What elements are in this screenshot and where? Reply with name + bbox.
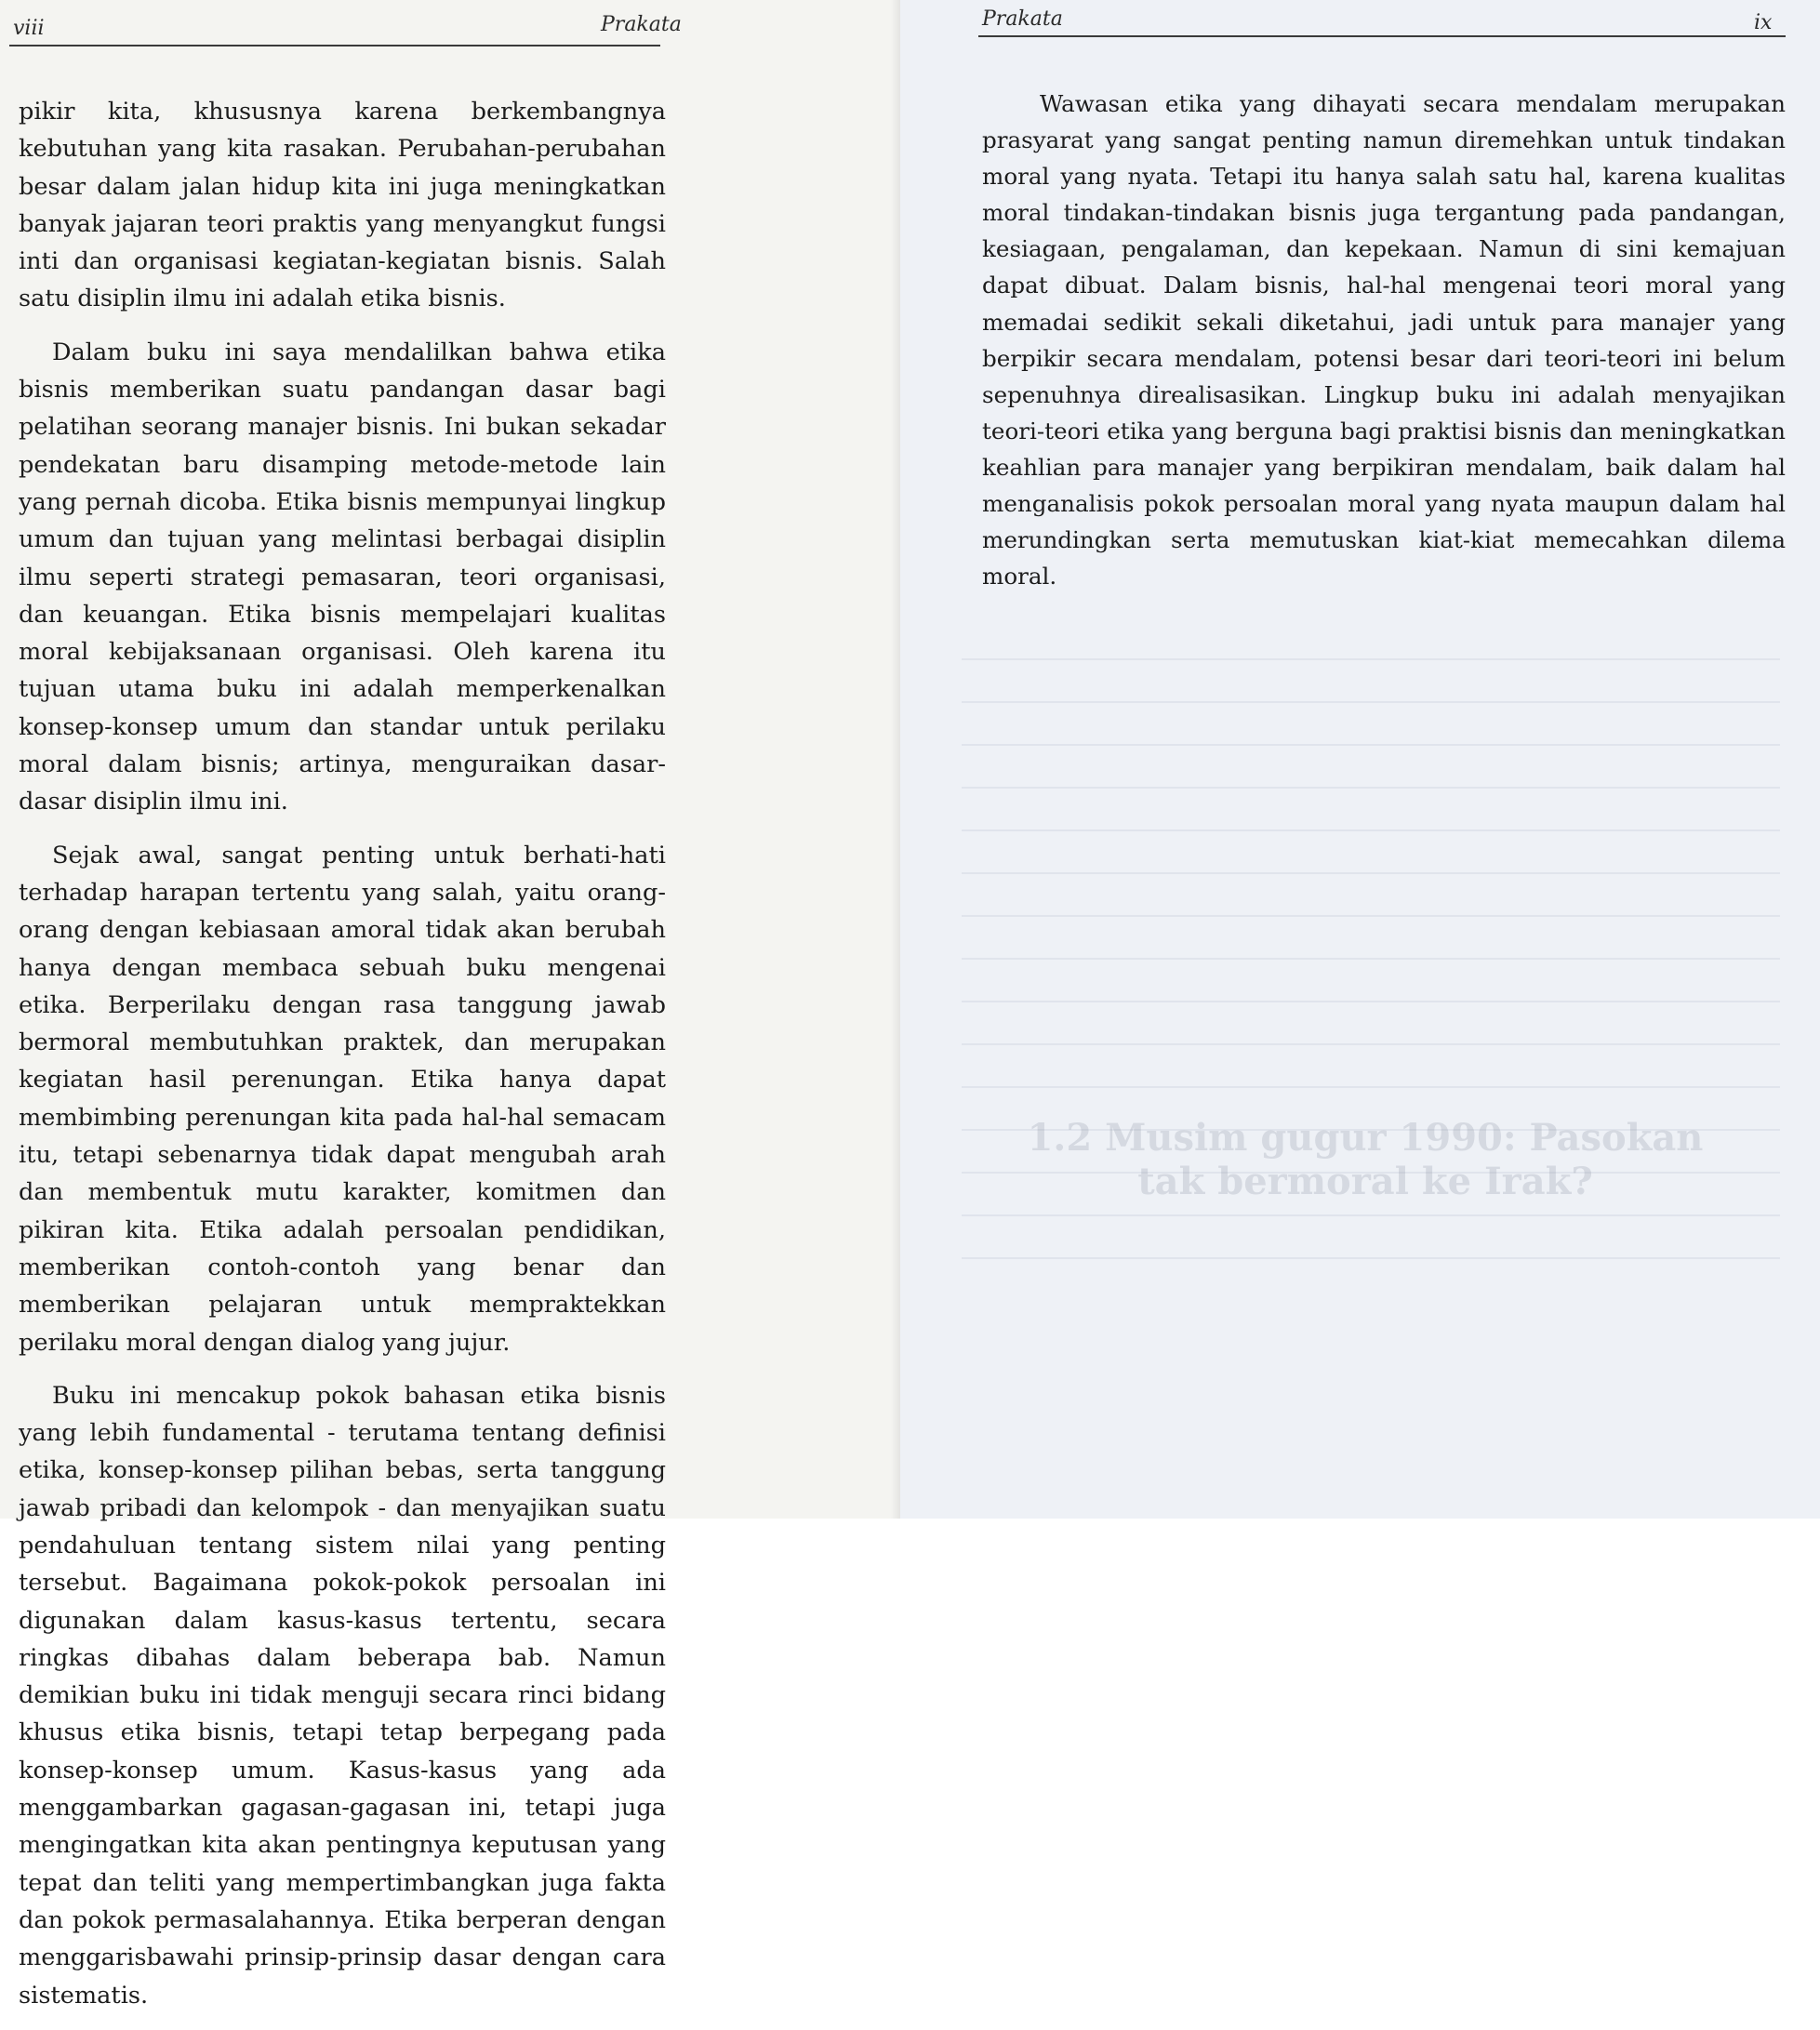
left-page	[0, 0, 900, 2010]
left-body-text	[19, 93, 666, 2030]
paragraph: Wawasan etika yang dihayati secara mendalam merupakan prasyarat yang sangat penting namun diremehkan untuk tindakan moral yang nyata. Tetapi itu hanya salah satu hal, karena kualitas moral tindakan-tindakan bisnis juga tergantung pada pandangan, kesiagaan, pengalaman, dan kepekaan. Namun di sini kemajuan dapat dibuat. Dalam bisnis, hal-hal mengenai teori moral yang memadai sedikit sekali diketahui, jadi untuk para manajer yang berpikir secara mendalam, potensi besar dari teori-teori ini belum sepenuhnya direalisasikan. Lingkup buku ini adalah menyajikan teori-teori etika yang berguna bagi praktisi bisnis dan meningkatkan keahlian para manajer yang berpikiran mendalam, baik dalam hal menganalisis pokok persoalan moral yang nyata maupun dalam hal merundingkan serta memutuskan kiat-kiat memecahkan dilema moral.	[982, 90, 1786, 590]
paragraph: Sejak awal, sangat penting untuk berhati-hati terhadap harapan tertentu yang salah, yaitu orang-orang dengan kebiasaan amoral tidak akan berubah hanya dengan membaca sebuah buku mengenai etika. Berperilaku dengan rasa tanggung jawab bermoral membutuhkan praktek, dan merupakan kegiatan hasil perenungan. Etika hanya dapat membimbing perenungan kita pada hal-hal semacam itu, tetapi sebenarnya tidak dapat mengubah arah dan membentuk mutu karakter, komitmen dan pikiran kita. Etika adalah persoalan pendidikan, memberikan contoh-contoh yang benar dan memberikan pelajaran untuk mempraktekkan perilaku moral dengan dialog yang jujur.	[19, 841, 666, 1357]
bleed-through-heading: 1.2 Musim gugur 1990: Pasokan tak bermoral ke Irak?	[1027, 1116, 1704, 1203]
header-rule	[978, 35, 1786, 37]
right-page	[900, 0, 1820, 1519]
paragraph: pikir kita, khususnya karena berkembangnya kebutuhan yang kita rasakan. Perubahan-perubahan besar dalam jalan hidup kita ini juga meningkatkan banyak jajaran teori praktis yang menyangkut fungsi inti dan organisasi kegiatan-kegiatan bisnis. Salah satu disiplin ilmu ini adalah etika bisnis.	[19, 98, 666, 313]
running-head: Prakata	[982, 7, 1063, 31]
page-number: ix	[1754, 11, 1773, 34]
paragraph: Dalam buku ini saya mendalilkan bahwa etika bisnis memberikan suatu pandangan dasar bagi pelatihan seorang manajer bisnis. Ini bukan sekadar pendekatan baru disamping metode-metode lain yang pernah dicoba. Etika bisnis mempunyai lingkup umum dan tujuan yang melintasi berbagai disiplin ilmu seperti strategi pemasaran, teori organisasi, dan keuangan. Etika bisnis mempelajari kualitas moral kebijaksanaan organisasi. Oleh karena itu tujuan utama buku ini adalah memperkenalkan konsep-konsep umum dan standar untuk perilaku moral dalam bisnis; artinya, menguraikan dasar-dasar disiplin ilmu ini.	[19, 338, 666, 816]
header-rule	[9, 45, 660, 46]
running-head: Prakata	[601, 13, 682, 36]
right-body-text	[982, 86, 1786, 610]
paragraph: Buku ini mencakup pokok bahasan etika bisnis yang lebih fundamental - terutama tentang definisi etika, konsep-konsep pilihan bebas, serta tanggung jawab pribadi dan kelompok - dan menyajikan suatu pendahuluan tentang sistem nilai yang penting tersebut. Bagaimana pokok-pokok persoalan ini digunakan dalam kasus-kasus tertentu, secara ringkas dibahas dalam beberapa bab. Namun demikian buku ini tidak menguji secara rinci bidang khusus etika bisnis, tetapi tetap berpegang pada konsep-konsep umum. Kasus-kasus yang ada menggambarkan gagasan-gagasan ini, tetapi juga mengingatkan kita akan pentingnya keputusan yang tepat dan teliti yang mempertimbangkan juga fakta dan pokok permasalahannya. Etika berperan dengan menggarisbawahi prinsip-prinsip dasar dengan cara sistematis.	[19, 1381, 666, 2010]
page-number: viii	[13, 17, 45, 40]
